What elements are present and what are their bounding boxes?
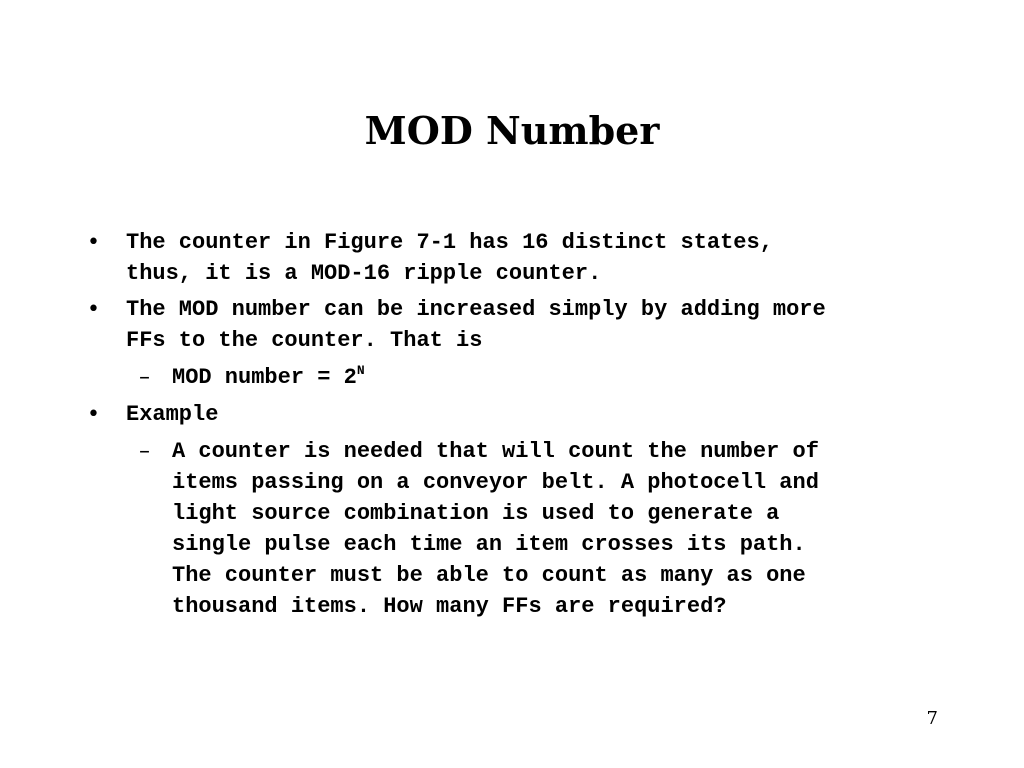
formula-text [172, 362, 1002, 393]
bullet-text: The MOD number can be increased simply by adding more FFs to the counter. That is [126, 297, 826, 353]
bullet-marker: • [87, 297, 100, 322]
sub-bullet-marker: – [139, 439, 150, 464]
slide-title: MOD Number [364, 108, 660, 153]
page-number: 7 [926, 708, 938, 729]
bullet-marker: • [87, 402, 100, 427]
bullet-marker: • [87, 230, 100, 255]
sub-bullet-marker: – [139, 365, 150, 390]
bullet-text: The counter in Figure 7-1 has 16 distinct states, thus, it is a MOD-16 ripple counter. [126, 230, 773, 286]
formula-exponent: N [356, 363, 365, 378]
formula-base: MOD number = 2 [172, 365, 357, 390]
example-problem-text: A counter is needed that will count the number of items passing on a conveyor belt. A photocell and light source combination is used to generate a single pulse each time an item crosses its path. The counter must be able to count as many as one thousand items. How many FFs are required? [172, 439, 819, 619]
bullet-text: Example [126, 402, 219, 427]
